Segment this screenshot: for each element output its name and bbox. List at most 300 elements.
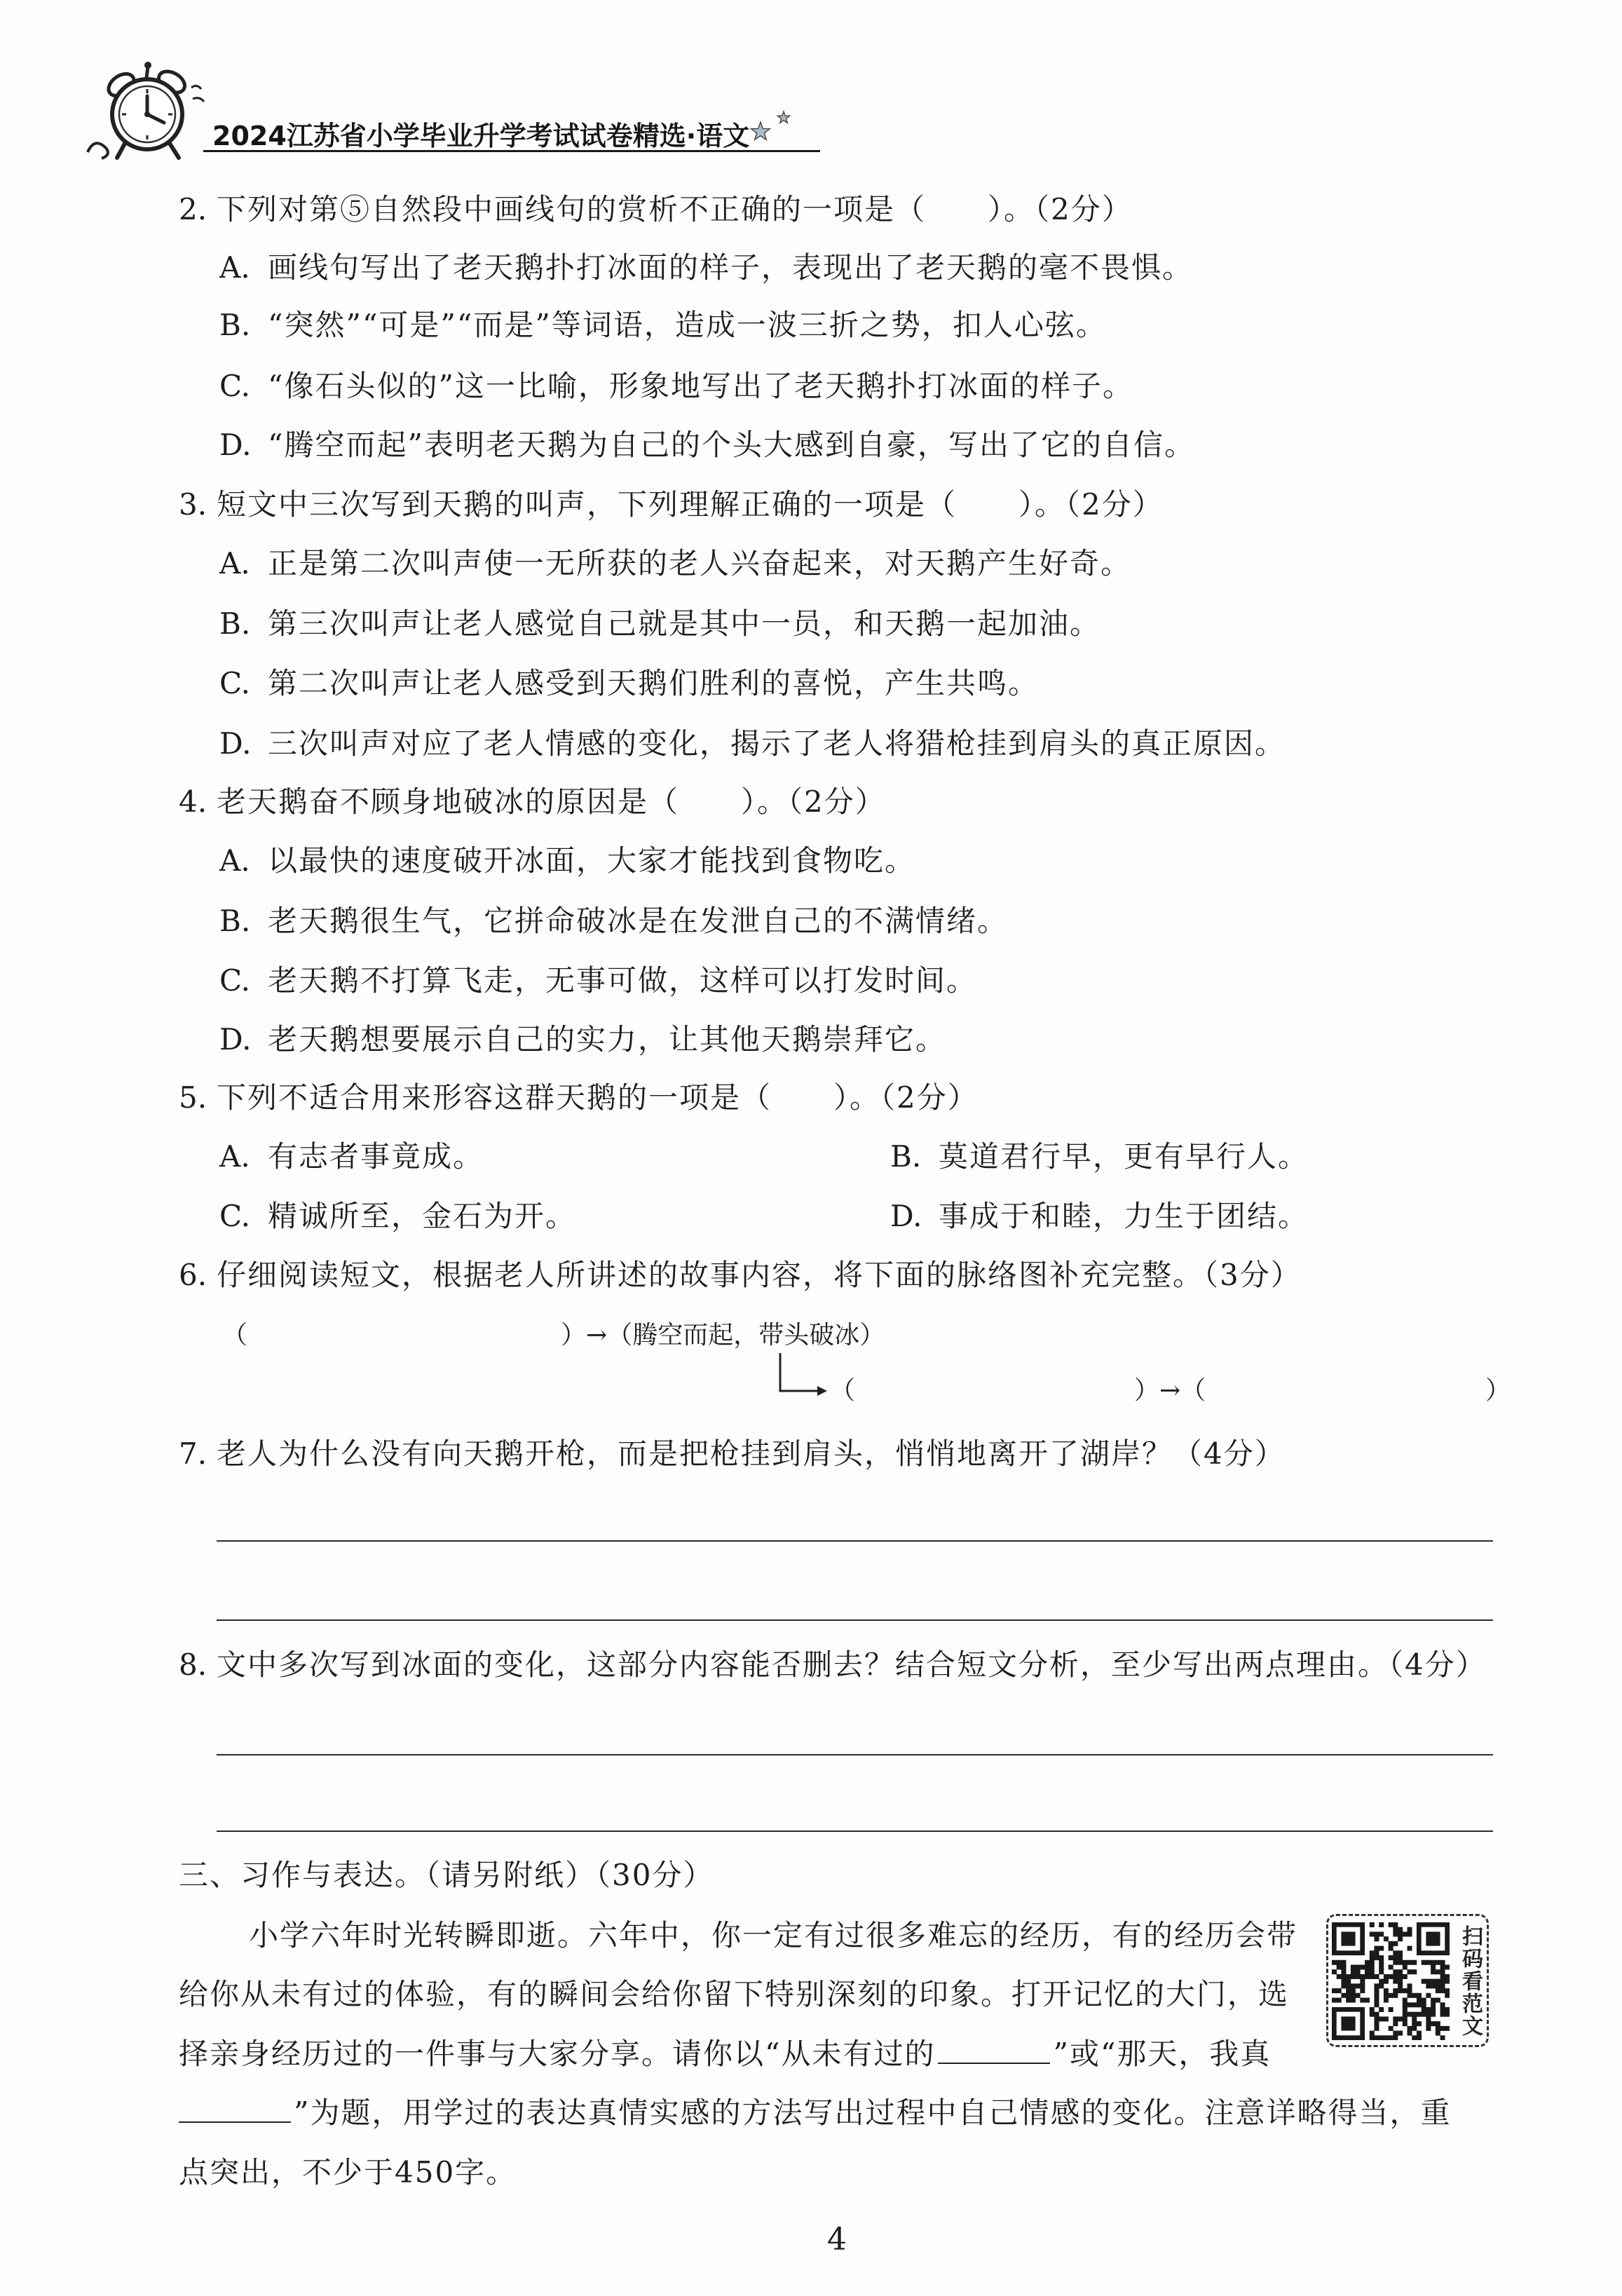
qr-module	[1408, 1960, 1412, 1965]
question-text: 下列对第⑤自然段中画线句的赏析不正确的一项是（ ）。（2分）	[217, 192, 1133, 226]
question-4-option-b	[219, 906, 1008, 936]
close-paren: ）	[561, 1321, 587, 1350]
option-label: D.	[219, 726, 252, 761]
option-text: “腾空而起”表明老天鹅为自己的个头大感到自豪，写出了它的自信。	[268, 428, 1195, 462]
qr-module	[1389, 1955, 1393, 1960]
qr-module	[1360, 1988, 1365, 1993]
qr-module	[1403, 1931, 1408, 1936]
qr-module	[1356, 1969, 1361, 1974]
qr-module	[1422, 2012, 1426, 2017]
diagram-end	[1485, 1378, 1511, 1404]
question-3-stem	[179, 487, 1164, 522]
qr-module	[1445, 1993, 1450, 1998]
qr-module	[1422, 1960, 1426, 1965]
option-label: C.	[219, 963, 250, 998]
writing-prompt-line: 点突出，不少于450字。	[179, 2155, 517, 2189]
title-blank	[938, 2042, 1050, 2064]
question-4-option-d	[219, 1022, 947, 1057]
option-text: 精诚所至，金石为开。	[268, 1199, 577, 1233]
qr-module	[1379, 1946, 1384, 1951]
prompt-text: ”为题，用学过的表达真情实感的方法写出过程中自己情感的变化。注意详略得当，重	[294, 2095, 1452, 2130]
option-label: B.	[219, 606, 251, 641]
qr-module	[1412, 2012, 1417, 2017]
qr-module	[1403, 2007, 1408, 2012]
qr-module	[1440, 2035, 1445, 2040]
qr-module	[1440, 2002, 1445, 2007]
prompt-text: 择亲身经历过的一件事与大家分享。请你以“从未有过的	[179, 2037, 936, 2071]
qr-module	[1393, 1969, 1398, 1974]
section-3-title: 三、习作与表达。（请另附纸）（30分）	[179, 1858, 714, 1892]
qr-module	[1445, 2026, 1450, 2031]
qr-module	[1412, 2035, 1417, 2040]
qr-module	[1445, 1979, 1450, 1984]
qr-module	[1393, 1960, 1398, 1965]
close-paren: ）	[1485, 1376, 1511, 1405]
qr-caption: 扫码看范文	[1458, 1925, 1483, 2037]
qr-module	[1351, 1969, 1356, 1974]
qr-module	[1374, 1946, 1379, 1951]
qr-module	[1408, 1927, 1412, 1932]
close-paren: ）	[859, 1321, 885, 1350]
qr-module	[1346, 1993, 1351, 1998]
qr-module	[1374, 1931, 1379, 1936]
qr-module	[1374, 1950, 1379, 1955]
open-paren: （	[830, 1376, 856, 1405]
qr-module	[1374, 1983, 1379, 1988]
option-label: D.	[219, 1022, 252, 1057]
question-2-option-c	[219, 369, 1133, 403]
qr-module	[1379, 2016, 1384, 2021]
qr-module	[1440, 1960, 1445, 1965]
option-text: 老天鹅不打算飞走，无事可做，这样可以打发时间。	[268, 963, 978, 998]
question-number: 4.	[179, 784, 207, 819]
qr-module	[1384, 1979, 1389, 1984]
qr-module	[1417, 1998, 1422, 2003]
qr-module	[1332, 1998, 1337, 2003]
qr-module	[1356, 1983, 1361, 1988]
qr-module	[1370, 2012, 1375, 2017]
qr-module	[1398, 1974, 1403, 1979]
qr-module	[1384, 1993, 1389, 1998]
qr-module	[1360, 1964, 1365, 1969]
qr-module	[1341, 1964, 1346, 1969]
qr-module	[1398, 1931, 1403, 1936]
qr-module	[1346, 1988, 1351, 1993]
qr-module	[1341, 1983, 1346, 1988]
qr-module	[1370, 1931, 1375, 1936]
qr-module	[1440, 1974, 1445, 1979]
qr-module	[1408, 2031, 1412, 2036]
qr-module	[1440, 2026, 1445, 2031]
qr-module	[1431, 1998, 1436, 2003]
qr-module	[1370, 1960, 1375, 1965]
qr-module	[1436, 1960, 1440, 1965]
qr-module	[1365, 1960, 1370, 1965]
qr-module	[1412, 1993, 1417, 1998]
qr-module	[1389, 1946, 1393, 1951]
qr-module	[1360, 1998, 1365, 2003]
qr-module	[1417, 2031, 1422, 2036]
qr-module	[1360, 1974, 1365, 1979]
qr-module	[1379, 1931, 1384, 1936]
qr-module	[1422, 2002, 1426, 2007]
option-text: 有志者事竟成。	[268, 1139, 484, 1174]
prompt-text: ”或“那天，我真	[1053, 2037, 1272, 2071]
question-3-option-a	[219, 546, 1132, 580]
question-7-stem	[179, 1436, 1286, 1471]
qr-module	[1408, 1983, 1412, 1988]
question-6-stem	[179, 1258, 1302, 1292]
qr-module	[1412, 2026, 1417, 2031]
qr-module	[1403, 2002, 1408, 2007]
qr-module	[1393, 1931, 1398, 1936]
qr-module	[1341, 1974, 1346, 1979]
qr-module	[1398, 1988, 1403, 1993]
qr-module	[1408, 2002, 1412, 2007]
qr-module	[1445, 1974, 1450, 1979]
qr-module	[1398, 1936, 1403, 1941]
question-text: 短文中三次写到天鹅的叫声，下列理解正确的一项是（ ）。（2分）	[217, 487, 1164, 522]
qr-module	[1374, 1955, 1379, 1960]
qr-module	[1393, 1993, 1398, 1998]
qr-module	[1337, 1960, 1342, 1965]
writing-prompt-line: 给你从未有过的体验，有的瞬间会给你留下特别深刻的印象。打开记忆的大门，选	[179, 1977, 1290, 2011]
qr-module	[1403, 1974, 1408, 1979]
qr-module	[1341, 2016, 1355, 2030]
qr-module	[1351, 1988, 1356, 1993]
alarm-clock-logo-icon	[81, 60, 221, 165]
answer-line	[217, 1830, 1493, 1832]
option-label: B.	[890, 1139, 922, 1174]
qr-module	[1360, 1979, 1365, 1984]
question-5-stem	[179, 1080, 979, 1115]
question-3-option-d	[219, 726, 1286, 761]
option-label: A.	[219, 546, 250, 580]
qr-module	[1341, 1979, 1346, 1984]
qr-module	[1412, 1960, 1417, 1965]
question-3-option-b	[219, 606, 1101, 641]
qr-module	[1431, 2021, 1436, 2026]
diagram-step-1-blank	[222, 1323, 247, 1348]
qr-module	[1417, 2035, 1422, 2040]
qr-module	[1426, 1931, 1440, 1945]
question-text: 下列不适合用来形容这群天鹅的一项是（ ）。（2分）	[217, 1080, 979, 1115]
qr-module	[1370, 1964, 1375, 1969]
page-number: 4	[827, 2222, 847, 2257]
option-label: C.	[219, 369, 250, 403]
qr-module	[1398, 1969, 1403, 1974]
qr-module	[1379, 1969, 1384, 1974]
qr-module	[1379, 2007, 1384, 2012]
qr-module	[1426, 2016, 1431, 2021]
qr-module	[1398, 2016, 1403, 2021]
qr-module	[1351, 1983, 1356, 1988]
qr-module	[1431, 1969, 1436, 1974]
qr-module	[1431, 1964, 1436, 1969]
diagram-step-2-given	[561, 1323, 885, 1348]
qr-module	[1389, 2026, 1393, 2031]
qr-module	[1389, 2007, 1393, 2012]
star-decoration-icon	[743, 105, 799, 147]
qr-module	[1337, 1974, 1342, 1979]
qr-module	[1389, 1993, 1393, 1998]
qr-module	[1370, 1950, 1375, 1955]
qr-module	[1445, 1988, 1450, 1993]
qr-module	[1408, 1931, 1412, 1936]
qr-module	[1398, 1983, 1403, 1988]
diagram-step-3-blank	[830, 1378, 855, 1404]
qr-module	[1431, 1960, 1436, 1965]
qr-module	[1374, 2035, 1379, 2040]
qr-module	[1393, 2035, 1398, 2040]
qr-module	[1422, 1979, 1426, 1984]
qr-module	[1370, 1922, 1375, 1927]
qr-module	[1422, 2007, 1426, 2012]
question-5-option-a	[219, 1139, 484, 1174]
qr-module	[1436, 1998, 1440, 2003]
option-text: 以最快的速度破开冰面，大家才能找到食物吃。	[268, 843, 916, 878]
qr-module	[1440, 1969, 1445, 1974]
option-text: 画线句写出了老天鹅扑打冰面的样子，表现出了老天鹅的毫不畏惧。	[268, 250, 1194, 285]
qr-module	[1384, 2035, 1389, 2040]
qr-module	[1379, 1955, 1384, 1960]
qr-module	[1431, 2007, 1436, 2012]
qr-module	[1426, 2012, 1431, 2017]
option-label: D.	[219, 428, 252, 462]
qr-module	[1445, 2012, 1450, 2017]
qr-module	[1417, 1993, 1422, 1998]
header-title: 2024江苏省小学毕业升学考试试卷精选·语文	[212, 121, 750, 151]
qr-module	[1337, 1988, 1342, 1993]
option-text: 第三次叫声让老人感觉自己就是其中一员，和天鹅一起加油。	[268, 606, 1101, 641]
question-text: 文中多次写到冰面的变化，这部分内容能否删去？结合短文分析，至少写出两点理由。（4分）	[217, 1648, 1487, 1682]
arrow-icon: →	[586, 1321, 608, 1350]
option-label: A.	[219, 843, 250, 878]
open-paren: （	[607, 1321, 633, 1350]
question-text: 仔细阅读短文，根据老人所讲述的故事内容，将下面的脉络图补充完整。（3分）	[217, 1258, 1302, 1292]
qr-module	[1426, 1993, 1431, 1998]
qr-module	[1346, 1998, 1351, 2003]
qr-module	[1384, 1988, 1389, 1993]
qr-module	[1393, 2016, 1398, 2021]
qr-module	[1408, 1993, 1412, 1998]
qr-module	[1379, 1979, 1384, 1984]
option-label: C.	[219, 1199, 250, 1233]
qr-module	[1356, 1974, 1361, 1979]
question-number: 2.	[179, 192, 207, 226]
question-text: 老人为什么没有向天鹅开枪，而是把枪挂到肩头，悄悄地离开了湖岸？（4分）	[217, 1436, 1286, 1471]
answer-line	[217, 1540, 1493, 1542]
qr-module	[1332, 1960, 1337, 1965]
writing-prompt-line	[179, 2039, 1271, 2069]
question-number: 5.	[179, 1080, 207, 1115]
question-5-option-c	[219, 1199, 577, 1233]
qr-module	[1341, 1931, 1355, 1945]
qr-module	[1436, 2021, 1440, 2026]
qr-module	[1398, 1950, 1403, 1955]
option-text: 第二次叫声让老人感受到天鹅们胜利的喜悦，产生共鸣。	[268, 666, 1040, 700]
option-text: 三次叫声对应了老人情感的变化，揭示了老人将猎枪挂到肩头的真正原因。	[268, 726, 1286, 761]
option-label: A.	[219, 250, 250, 285]
question-4-stem	[179, 784, 886, 819]
qr-module	[1436, 1988, 1440, 1993]
writing-prompt-line: 小学六年时光转瞬即逝。六年中，你一定有过很多难忘的经历，有的经历会带	[249, 1918, 1298, 1952]
arrow-icon: →	[1159, 1376, 1181, 1405]
qr-module	[1374, 2016, 1379, 2021]
question-2-option-a	[219, 250, 1194, 285]
open-paren: （	[222, 1321, 248, 1350]
qr-module	[1436, 1979, 1440, 1984]
qr-module	[1374, 1936, 1379, 1941]
qr-module	[1384, 2016, 1389, 2021]
qr-module	[1440, 1979, 1445, 1984]
qr-module	[1426, 1983, 1431, 1988]
qr-module	[1389, 1922, 1393, 1927]
qr-module	[1370, 2035, 1375, 2040]
option-text: “突然”“可是”“而是”等词语，造成一波三折之势，扣人心弦。	[268, 308, 1107, 342]
qr-module	[1398, 1955, 1403, 1960]
qr-module	[1412, 1969, 1417, 1974]
qr-module	[1403, 2012, 1408, 2017]
qr-module	[1445, 1964, 1450, 1969]
qr-module	[1351, 1964, 1356, 1969]
qr-module	[1408, 2012, 1412, 2017]
question-2-stem	[179, 192, 1133, 226]
qr-module	[1365, 1969, 1370, 1974]
qr-module	[1374, 2026, 1379, 2031]
qr-module	[1365, 1998, 1370, 2003]
option-label: B.	[219, 308, 251, 342]
qr-module	[1431, 2002, 1436, 2007]
qr-module	[1426, 2021, 1431, 2026]
qr-module	[1379, 1964, 1384, 1969]
option-label: B.	[219, 904, 251, 938]
qr-module	[1393, 1974, 1398, 1979]
qr-module	[1384, 1998, 1389, 2003]
qr-module	[1403, 1998, 1408, 2003]
question-5-option-d	[890, 1199, 1309, 1233]
qr-module	[1403, 2021, 1408, 2026]
qr-module	[1370, 1969, 1375, 1974]
qr-module	[1393, 1922, 1398, 1927]
question-text: 老天鹅奋不顾身地破冰的原因是（ ）。（2分）	[217, 784, 886, 819]
qr-module	[1393, 1988, 1398, 1993]
question-2-option-d	[219, 430, 1195, 460]
title-blank	[179, 2100, 291, 2123]
qr-module	[1393, 1927, 1398, 1932]
question-4-option-c	[219, 963, 978, 998]
qr-module	[1426, 1979, 1431, 1984]
option-text: 事成于和睦，力生于团结。	[939, 1199, 1309, 1233]
option-text: 莫道君行早，更有早行人。	[939, 1139, 1309, 1174]
qr-module	[1374, 2002, 1379, 2007]
qr-module	[1389, 1964, 1393, 1969]
question-number: 6.	[179, 1258, 207, 1292]
qr-module	[1426, 1960, 1431, 1965]
qr-module	[1384, 1936, 1389, 1941]
qr-module	[1351, 1974, 1356, 1979]
qr-module	[1374, 1993, 1379, 1998]
qr-module	[1346, 1983, 1351, 1988]
option-text: 老天鹅很生气，它拼命破冰是在发泄自己的不满情绪。	[268, 904, 1009, 938]
qr-module	[1379, 1922, 1384, 1927]
qr-module	[1379, 1983, 1384, 1988]
qr-module	[1426, 2007, 1431, 2012]
question-number: 8.	[179, 1648, 207, 1682]
qr-module	[1393, 1941, 1398, 1946]
qr-module	[1379, 1960, 1384, 1965]
qr-module	[1374, 2012, 1379, 2017]
qr-module	[1351, 1993, 1356, 1998]
qr-module	[1431, 1979, 1436, 1984]
qr-module	[1393, 1955, 1398, 1960]
question-8-stem	[179, 1650, 1487, 1680]
qr-module	[1346, 1974, 1351, 1979]
qr-module	[1351, 1998, 1356, 2003]
qr-module	[1431, 2012, 1436, 2017]
qr-module	[1356, 1993, 1361, 1998]
qr-module	[1337, 1998, 1342, 2003]
question-2-option-b	[219, 308, 1107, 342]
qr-module	[1398, 1927, 1403, 1932]
question-3-option-c	[219, 666, 1040, 700]
header-underline	[203, 150, 820, 152]
qr-module	[1417, 2012, 1422, 2017]
qr-module	[1440, 1988, 1445, 1993]
qr-module	[1412, 2016, 1417, 2021]
qr-module	[1393, 1950, 1398, 1955]
qr-module	[1426, 2026, 1431, 2031]
qr-module	[1393, 2021, 1398, 2026]
qr-module	[1403, 2016, 1408, 2021]
writing-prompt-line	[179, 2095, 1452, 2130]
question-5-option-b	[890, 1139, 1309, 1174]
option-text: 老天鹅想要展示自己的实力，让其他天鹅崇拜它。	[268, 1022, 947, 1057]
qr-module	[1440, 2007, 1445, 2012]
qr-module	[1370, 2031, 1375, 2036]
qr-module	[1408, 1946, 1412, 1951]
qr-module	[1417, 2002, 1422, 2007]
qr-module	[1341, 1993, 1346, 1998]
option-label: D.	[890, 1199, 922, 1233]
option-label: C.	[219, 666, 250, 700]
qr-module	[1417, 2021, 1422, 2026]
qr-module	[1408, 1969, 1412, 1974]
qr-module	[1412, 2021, 1417, 2026]
qr-module	[1445, 2007, 1450, 2012]
qr-module	[1408, 2026, 1412, 2031]
qr-module	[1356, 1964, 1361, 1969]
qr-module	[1412, 2002, 1417, 2007]
diagram-step-4-blank	[1134, 1378, 1206, 1404]
qr-module	[1389, 1941, 1393, 1946]
question-4-option-a	[219, 843, 916, 878]
option-text: “像石头似的”这一比喻，形象地写出了老天鹅扑打冰面的样子。	[268, 369, 1133, 403]
qr-module	[1337, 1964, 1342, 1969]
qr-module	[1398, 1979, 1403, 1984]
qr-module	[1365, 1964, 1370, 1969]
qr-module	[1408, 1988, 1412, 1993]
qr-module	[1384, 1974, 1389, 1979]
given-step-text: 腾空而起，带头破冰	[632, 1321, 860, 1350]
qr-module	[1370, 2007, 1375, 2012]
qr-module	[1436, 2031, 1440, 2036]
qr-module	[1393, 1979, 1398, 1984]
qr-module	[1374, 2021, 1379, 2026]
qr-module	[1436, 1969, 1440, 1974]
qr-module	[1403, 1960, 1408, 1965]
qr-module	[1341, 1960, 1346, 1965]
